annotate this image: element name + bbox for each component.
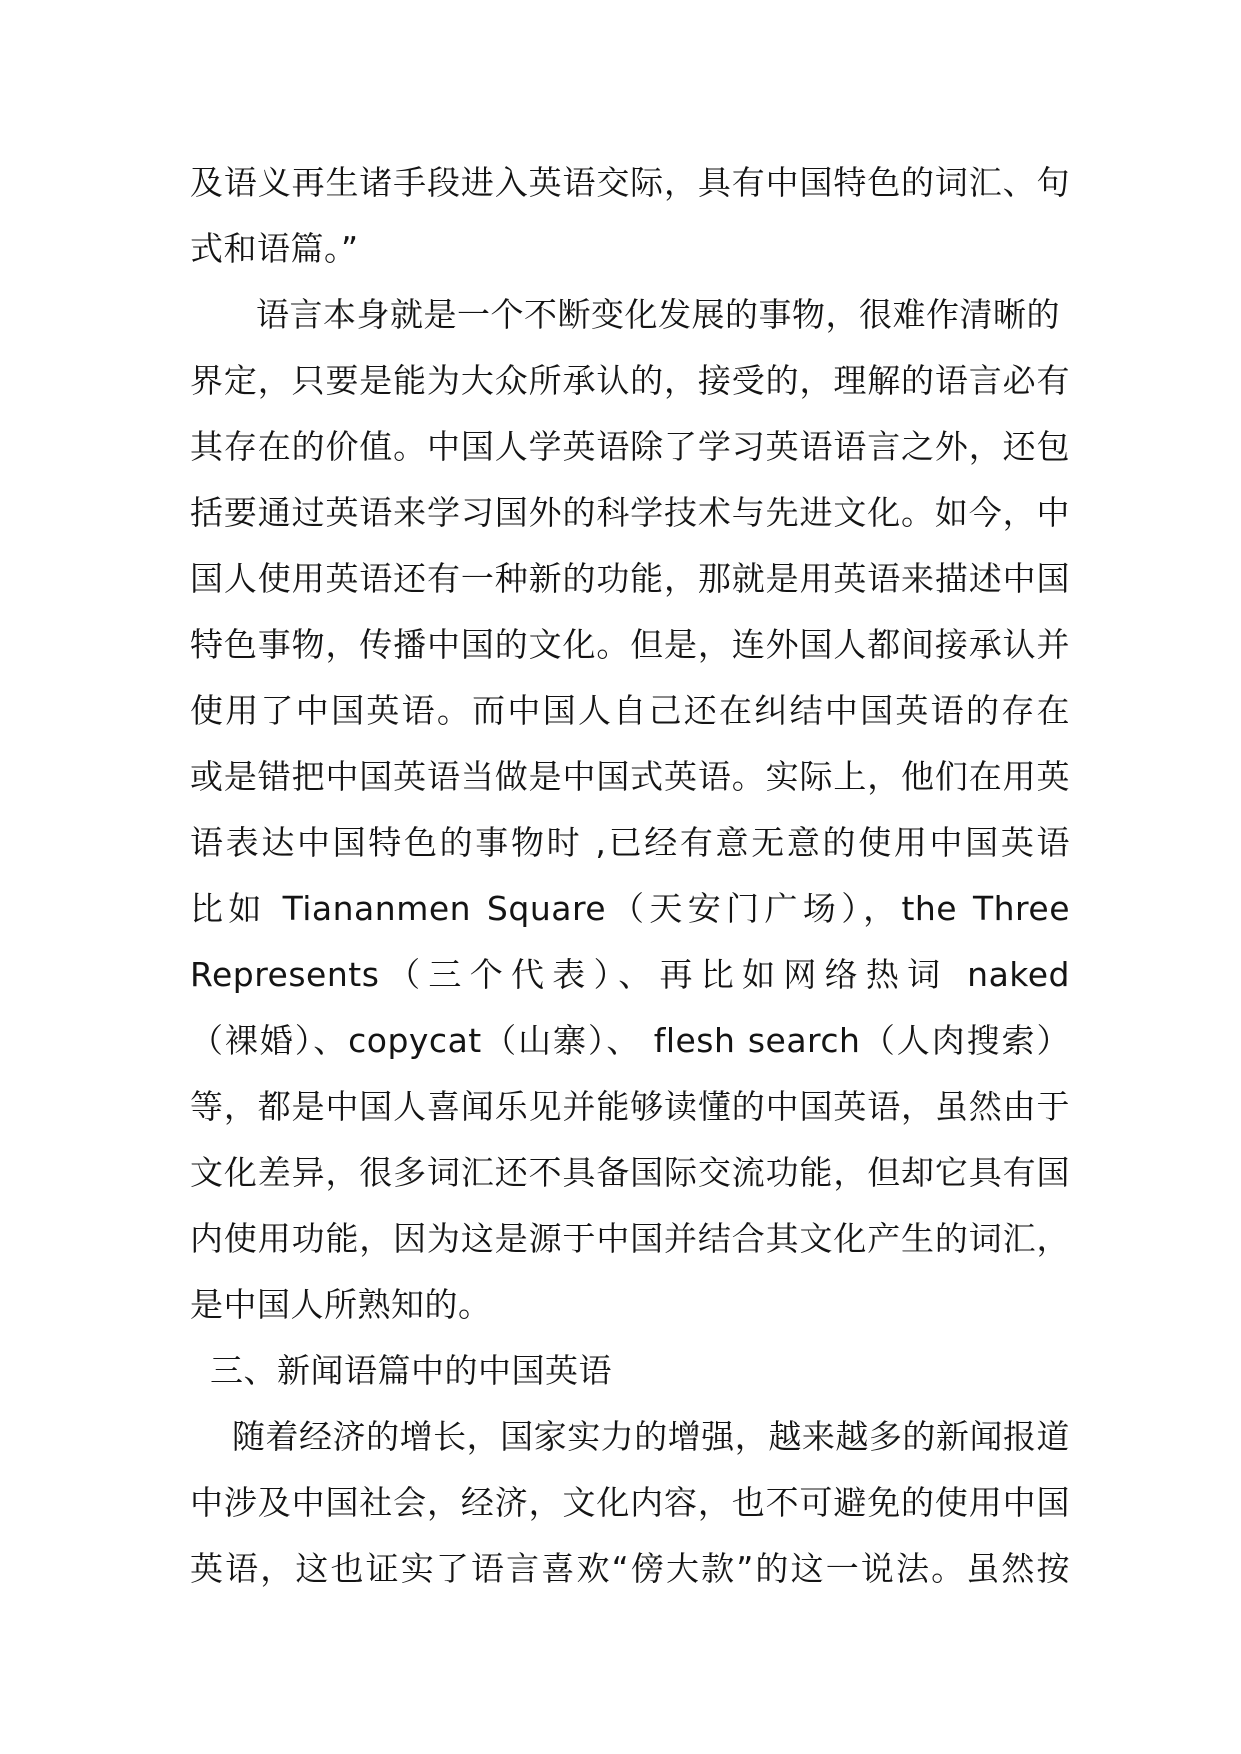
text-line: 使用了中国英语。而中国人自己还在纠结中国英语的存在 xyxy=(190,691,1070,730)
paragraph-start-line: 语言本身就是一个不断变化发展的事物，很难作清晰的 xyxy=(256,295,1060,334)
section-heading: 三、新闻语篇中的中国英语 xyxy=(210,1351,612,1390)
text-line: 式和语篇。” xyxy=(190,229,359,268)
text-line: Represents（三个代表）、再比如网络热词 naked xyxy=(190,955,1070,994)
text-line: 语表达中国特色的事物时 ,已经有意无意的使用中国英语 xyxy=(190,823,1070,862)
text-line: 等，都是中国人喜闻乐见并能够读懂的中国英语，虽然由于 xyxy=(190,1087,1070,1126)
text-line: 及语义再生诸手段进入英语交际，具有中国特色的词汇、句 xyxy=(190,163,1070,202)
paragraph-start-line: 随着经济的增长，国家实力的增强，越来越多的新闻报道 xyxy=(232,1417,1070,1456)
text-line: 内使用功能，因为这是源于中国并结合其文化产生的词汇， xyxy=(190,1219,1070,1258)
text-line: 括要通过英语来学习国外的科学技术与先进文化。如今，中 xyxy=(190,493,1070,532)
text-line: 国人使用英语还有一种新的功能，那就是用英语来描述中国 xyxy=(190,559,1070,598)
text-line: （裸婚）、copycat（山寨）、 flesh search（人肉搜索） xyxy=(190,1021,1070,1060)
text-line: 英语，这也证实了语言喜欢“傍大款”的这一说法。虽然按 xyxy=(190,1549,1070,1588)
text-line: 或是错把中国英语当做是中国式英语。实际上，他们在用英 xyxy=(190,757,1070,796)
text-line: 文化差异，很多词汇还不具备国际交流功能，但却它具有国 xyxy=(190,1153,1070,1192)
text-line: 是中国人所熟知的。 xyxy=(190,1285,492,1324)
text-line: 中涉及中国社会，经济，文化内容，也不可避免的使用中国 xyxy=(190,1483,1070,1522)
text-line: 界定，只要是能为大众所承认的，接受的，理解的语言必有 xyxy=(190,361,1070,400)
text-line: 其存在的价值。中国人学英语除了学习英语语言之外，还包 xyxy=(190,427,1070,466)
text-line: 比如 Tiananmen Square（天安门广场），the Three xyxy=(190,889,1070,928)
text-line: 特色事物，传播中国的文化。但是，连外国人都间接承认并 xyxy=(190,625,1070,664)
